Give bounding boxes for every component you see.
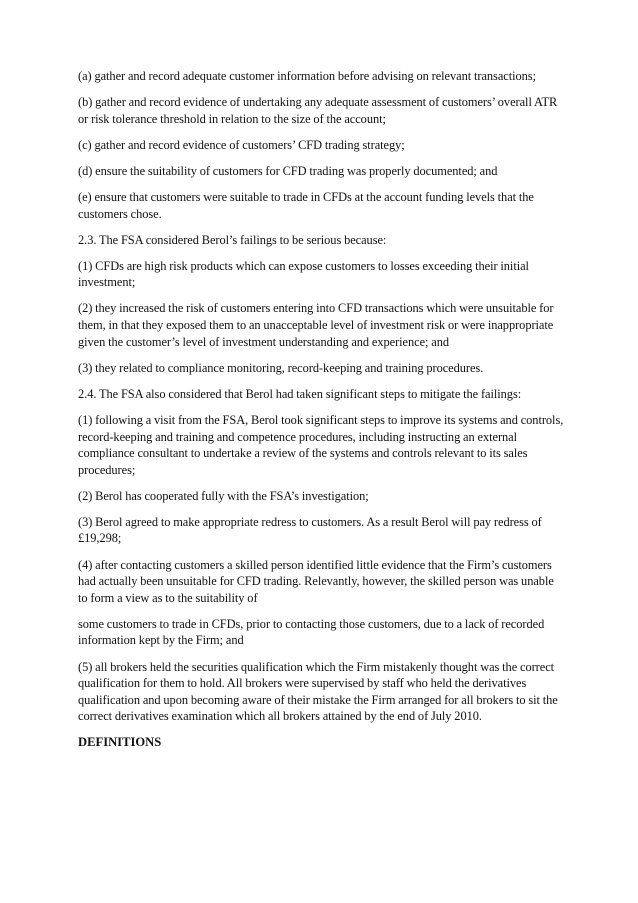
document-page — [78, 68, 564, 751]
definitions-heading: DEFINITIONS — [78, 735, 162, 750]
paragraph-b: (b) gather and record evidence of undertaking any adequate assessment of customers’ overall ATR or risk tolerance threshold in relation to the size of the account; — [78, 95, 558, 126]
paragraph-a: (a) gather and record adequate customer information before advising on relevant transactions; — [78, 69, 536, 83]
section-2-4-item-4-continued: some customers to trade in CFDs, prior to contacting those customers, due to a lack of recorded information kept by the Firm; and — [78, 616, 545, 648]
section-2-4-item-5: (5) all brokers held the securities qualification which the Firm mistakenly thought was the correct qualification for them to hold. All brokers were supervised by staff who held the derivatives qualification and upon becoming aware of their mistake the Firm arranged for all brokers to sit the correct derivatives examination which all brokers attained by the end of July 2010. — [78, 659, 558, 724]
paragraph-c: (c) gather and record evidence of customers’ CFD trading strategy; — [78, 137, 405, 152]
section-2-4-item-1: (1) following a visit from the FSA, Berol took significant steps to improve its systems and controls, record-keeping and training and competence procedures, including instructing an external compliance consultant to undertake a review of the systems and controls relevant to its sales procedures; — [78, 412, 564, 477]
section-2-3: 2.3. The FSA considered Berol’s failings to be serious because: — [78, 232, 387, 247]
paragraph-e: (e) ensure that customers were suitable to trade in CFDs at the account funding levels that the customers chose. — [78, 189, 534, 221]
section-2-4: 2.4. The FSA also considered that Berol had taken significant steps to mitigate the failings: — [78, 386, 522, 401]
section-2-4-item-2: (2) Berol has cooperated fully with the FSA’s investigation; — [78, 488, 369, 503]
paragraph-d: (d) ensure the suitability of customers for CFD trading was properly documented; and — [78, 163, 498, 178]
section-2-3-item-1: (1) CFDs are high risk products which can expose customers to losses exceeding their initial investment; — [78, 258, 529, 290]
section-2-3-item-3: (3) they related to compliance monitoring, record-keeping and training procedures. — [78, 360, 484, 375]
section-2-3-item-2: (2) they increased the risk of customers entering into CFD transactions which were unsuitable for them, in that they exposed them to an unacceptable level of investment risk or were inappropriate given the customer’s level of investment understanding and experience; and — [78, 301, 554, 349]
section-2-4-item-4: (4) after contacting customers a skilled person identified little evidence that the Firm’s customers had actually been unsuitable for CFD trading. Relevantly, however, the skilled person was unable to form a view as to the suitability of — [78, 557, 554, 605]
section-2-4-item-3: (3) Berol agreed to make appropriate redress to customers. As a result Berol will pay redress of £19,298; — [78, 514, 542, 546]
